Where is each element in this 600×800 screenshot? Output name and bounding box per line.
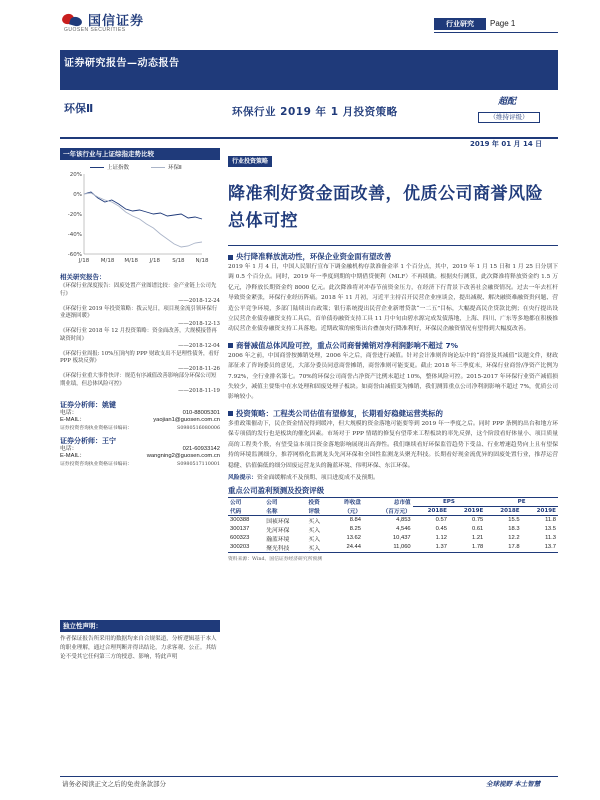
analyst2-email-value[interactable]: wangning2@guosen.com.cn: [146, 453, 220, 459]
table-row: [228, 534, 558, 543]
table-header-cell: 公司: [228, 497, 264, 506]
table-cell: 1.21: [471, 535, 484, 542]
analyst1-email-key: E-MAIL：: [60, 417, 86, 423]
analyst1-cert-key: 证券投资咨询执业资格证书编码：: [60, 425, 132, 431]
point-1-body: 2019 年 1 月 4 日，中国人民银行宣布下调金融机构存款准备金率 1 个百分点，其中，2019 年 1 月 15 日和 1 月 25 日分别下调 0.5 个百分点。同时，2019 年一季度到期的中期借贷便利（MLF）不再续做。根据央行测算，此次降准将释放资金约 1.5 万亿元，净释放长期资金约 8000 亿元。此次降准将对冲春节前资金压力，在经济下行背景下改善社会融资情况。过去一年去杠杆导致资金紧张，环保行业经历阵痛。2018 年 11 月初，习近平主持召开民营企业座谈会，提出减税、解决融资难融资贵问题、营造公平竞争环境，多部门陆续出台政策；银行系统提出民营企业新增贷款“一二五”目标，大幅提高民企贷款比例；在央行提出设立民营企业债券融资支持工具后，首单债券融资支持工具 11 月中旬由碧水源完成发债落地，上海、四川、广东等多地都在积极推动民营企业债券融资支持工具落地。近期政策的密集出台叠加央行降准利好，环保民企融资情况有望得到大幅度改善。: [228, 264, 558, 333]
table-cell: 300388: [230, 517, 250, 524]
table-cell: 瀚蓝环境: [266, 536, 290, 543]
table-header-group: EPS: [413, 497, 486, 506]
report-date: 2019 年 01 月 14 日: [470, 140, 543, 148]
table-header-row-bottom: [228, 506, 558, 515]
legend-item-1: [151, 163, 182, 171]
related-report-item: ——2018-11-26: [178, 365, 220, 372]
related-reports-title: 相关研究报告：: [60, 273, 106, 281]
table-header-cell: 投资: [306, 497, 330, 506]
point-3-body: 多重政策催动下，民企资金情况得到缓冲，但大规模的资金落地可能要等到 2019 年一季度之后。同时 PPP 条例的出台和地方环保专项债的发行也是板块的催化因素。市场对于 PPP 情绪的修复有望带来工程板块的率先反弹，这个阶段看好体量小、项目质量高的工程类个股，有望受益本项目资金落地影响展现出高弹性。我们继续看好环保监管趋势下受益、行业增速趋势向上且有望保持的环境监测细分，推荐网格化监测龙头先河环保和全国性监测龙头聚光科技。长期看好现金流优异的固废处置行业，推荐运营稳健、估值偏低的细分固废运营龙头的瀚蓝环境、伟明环保、东江环保。: [228, 420, 558, 469]
table-header-cell: 2018E: [413, 506, 449, 515]
analyst1-phone-value: 010-88005301: [182, 409, 220, 416]
related-report-item: ——2018-12-04: [178, 343, 220, 349]
related-report-item: 《环保行业 2019 年投资策略：拨云见日，项目现金流引领环保行业逐渐回暖》: [60, 305, 218, 319]
table-cell: 买入: [306, 543, 330, 553]
point-1: [228, 252, 558, 335]
legend-label-0: 上证指数: [107, 165, 130, 171]
related-report-item: ——2018-12-24: [178, 298, 220, 304]
table-header-cell: 2019E: [449, 506, 485, 515]
table-row: [228, 525, 558, 534]
headline: 降准利好资金面改善，优质公司商誉风险总体可控: [228, 184, 543, 231]
table-cell: 0.61: [471, 526, 484, 533]
table-header-cell: 名称: [264, 506, 306, 515]
report-title: 环保行业 2019 年 1 月投资策略: [232, 106, 398, 118]
x-tick-label: M/18: [124, 258, 139, 264]
legend-item-0: [90, 163, 129, 171]
table-cell: 24.44: [331, 543, 363, 553]
y-tick-label: -20%: [67, 212, 82, 218]
bullet-icon: [228, 255, 233, 260]
table-cell: 0.75: [471, 517, 484, 524]
table-header-cell: 评级: [306, 506, 330, 515]
table-cell: 600323: [230, 535, 250, 542]
table-body: [228, 515, 558, 552]
table-cell: 买入: [308, 536, 321, 543]
table-header-cell: （百万元）: [363, 506, 413, 515]
forecast-table-title: 重点公司盈利预测及投资评级: [228, 485, 325, 495]
headline-divider: [228, 245, 558, 246]
logo-text: 国信证券: [88, 14, 145, 29]
analyst1-email-value[interactable]: yaojian1@guosen.com.cn: [153, 417, 220, 423]
risk-label: 风险提示：: [228, 474, 257, 481]
table-header-group: PE: [485, 497, 558, 506]
table-cell: 1.37: [413, 543, 449, 553]
forecast-table: [228, 497, 558, 553]
table-cell: 买入: [308, 527, 321, 534]
analyst2-cert: [60, 461, 220, 468]
legend-swatch-0: [90, 167, 104, 168]
rating: 超配: [498, 97, 517, 107]
table-cell: 8.25: [349, 526, 361, 533]
related-report-item: ——2018-12-13: [178, 320, 220, 327]
analyst2-title: 证券分析师：王宁: [60, 436, 116, 445]
table-row: [228, 543, 558, 553]
point-3-head: [228, 409, 558, 419]
analyst2-email: [60, 453, 220, 461]
industry-label: 环保Ⅱ: [64, 102, 94, 115]
footer-divider: [60, 776, 558, 777]
page-number: Page 1: [490, 19, 516, 28]
table-cell: 13.5: [544, 526, 556, 533]
table-header-cell: 昨收盘: [331, 497, 363, 506]
table-header-cell: 代码: [228, 506, 264, 515]
x-tick-label: N/18: [195, 258, 209, 264]
disclaimer-title: 独立性声明：: [60, 620, 220, 632]
footer-slogan: 全球视野 本土智慧: [486, 780, 541, 788]
sidebar: [60, 148, 220, 468]
table-header-cell: 2019E: [522, 506, 558, 515]
table-source: 资料来源：Wind、国信证券经济研究所预测: [228, 556, 323, 562]
analyst2-phone-key: 电话：: [60, 445, 78, 452]
x-tick-label: M/18: [100, 258, 115, 264]
main-content: [228, 148, 558, 562]
analyst2-email-key: E-MAIL：: [60, 453, 86, 459]
y-tick-label: 20%: [69, 172, 82, 178]
point-2-head-text: 商誉减值总体风险可控，重点公司商誉摊销对净利润影响不超过 7%: [236, 340, 459, 350]
point-3: [228, 409, 558, 471]
logo-subtitle: GUOSEN SECURITIES: [64, 27, 126, 33]
analyst1-title: 证券分析师：姚键: [60, 400, 116, 409]
legend-swatch-1: [151, 167, 165, 168]
table-header-cell: 总市值: [363, 497, 413, 506]
header-divider: [434, 32, 558, 33]
related-report-item: 《环保行业深度报告：固废处置产业图谱比较：金产业链上公司先行》: [60, 283, 217, 297]
analyst2-cert-key: 证券投资咨询执业资格证书编码：: [60, 461, 132, 467]
table-cell: 12.2: [508, 535, 520, 542]
table-cell: 15.5: [508, 517, 520, 524]
footer-disclaimer: 请务必阅读正文之后的免责条款部分: [62, 780, 166, 788]
table-cell: 4,546: [396, 526, 411, 533]
related-report-item: 《环保行业 2018 年 12 月投资策略：资金面改善，大规模接替再缺资时间》: [60, 328, 217, 342]
analyst1-cert-value: S0980516080006: [177, 425, 220, 431]
point-2-head: [228, 341, 558, 351]
point-2-body: 2006 年之前，中国商誉按摊销处理，2006 年之后，商誉进行减值。针对会计准则咨询论坛中的“商誉及其减值”议题文件，财政部征求了咨询委员的意见，大部分委员同意商誉摊销，商誉准则可能变更。截止 2018 年三季度末，环保行业商誉/净资产比例为 7.92%，全行业排名第七。70%的环保公司商誉占净资产比例未超过 10%，整体风险可控。2015-2017 年环保行业资产减值损失较少，减值主要集中在水处理和固废处理子板块。如商誉由减值变为摊销，我们测算重点公司净利润影响不超过 7%，优质公司影响较小。: [228, 352, 558, 401]
band-title: 证券研究报告—动态报告: [64, 58, 180, 69]
index-comparison-chart: [60, 160, 220, 268]
series-line-0: [84, 192, 202, 219]
point-3-head-text: 投资策略：工程类公司估值有望修复，长期看好稳健运营类标的: [236, 408, 443, 418]
guosen-logo-icon: [62, 12, 84, 28]
table-cell: 国祯环保: [266, 518, 290, 525]
analyst1-phone-key: 电话：: [60, 409, 78, 416]
point-1-head: [228, 252, 558, 262]
analyst1-email: [60, 417, 220, 425]
table-cell: 13.7: [522, 543, 558, 553]
risk-warning: [228, 473, 558, 483]
table-row: [228, 515, 558, 525]
analyst2-phone-value: 021-60933142: [182, 445, 220, 452]
table-cell: 17.8: [485, 543, 521, 553]
x-tick-label: J/18: [78, 258, 90, 264]
point-2: [228, 341, 558, 403]
table-cell: 1.78: [449, 543, 485, 553]
table-header-cell: 公司: [264, 497, 306, 506]
table-cell: 聚光科技: [264, 543, 306, 553]
table-cell: 1.12: [435, 535, 447, 542]
risk-text: 资金面缓解成不及预期、项目进度成不及预期。: [257, 474, 379, 481]
related-report-item: ——2018-11-19: [178, 388, 220, 394]
table-cell: 11.3: [545, 535, 556, 542]
analyst1-phone: [60, 410, 220, 418]
chart-header: 一年该行业与上证综指走势比较: [60, 148, 220, 160]
analyst2-cert-value: S0980517110001: [177, 461, 220, 467]
table-cell: 18.3: [508, 526, 520, 533]
point-1-head-text: 央行降准释放流动性，环保企业资金面有望改善: [236, 252, 392, 261]
strategy-tag: 行业投资策略: [228, 156, 272, 167]
chart-svg: [60, 160, 220, 268]
table-cell: 300137: [230, 526, 250, 533]
bullet-icon: [228, 411, 233, 416]
chart-legend: [90, 163, 182, 171]
table-cell: 0.57: [435, 517, 447, 524]
legend-label-1: 环保Ⅱ: [168, 165, 182, 171]
table-cell: 4,853: [396, 517, 411, 524]
bullet-icon: [228, 343, 233, 348]
related-report-item: 《环保行业重大事件快评：规范有序减值改善影响部分环保公司短期业绩，但总体风险可控》: [60, 373, 217, 387]
table-cell: 11,060: [363, 543, 413, 553]
x-tick-label: S/18: [172, 258, 185, 264]
table-cell: 11.8: [545, 517, 556, 524]
table-cell: 先河环保: [266, 527, 290, 534]
analyst2-phone: [60, 446, 220, 454]
analyst1-cert: [60, 425, 220, 432]
report-header: [0, 0, 600, 50]
related-report-item: 《环保行业周报: 10%压顶内的 PPP 财政支出不是理性债务，看好 PPP 板块反弹》: [60, 350, 220, 364]
table-cell: 10,437: [392, 535, 411, 542]
table-cell: 0.45: [435, 526, 447, 533]
related-reports-list: [60, 283, 220, 396]
independence-statement: [60, 620, 220, 662]
y-tick-label: -60%: [67, 252, 82, 258]
table-header-row-top: [228, 497, 558, 506]
table-header-cell: （元）: [331, 506, 363, 515]
table-cell: 买入: [308, 518, 321, 525]
table-cell: 13.62: [346, 535, 361, 542]
rating-sub: （维持评级）: [478, 112, 540, 123]
y-tick-label: 0%: [73, 192, 82, 198]
table-cell: 8.84: [349, 517, 361, 524]
series-line-1: [84, 193, 202, 247]
table-cell: 300203: [228, 543, 264, 553]
disclaimer-text: 作者保证报告所采用的数据均来自合规渠道，分析逻辑基于本人的职业理解，通过合理判断并得出结论，力求客观、公正。其结论不受其它任何第三方的授意、影响，特此声明: [60, 636, 217, 660]
x-tick-label: J/18: [149, 258, 161, 264]
report-type-tag: 行业研究: [434, 18, 486, 30]
y-tick-label: -40%: [67, 232, 82, 238]
table-header-cell: 2018E: [485, 506, 521, 515]
